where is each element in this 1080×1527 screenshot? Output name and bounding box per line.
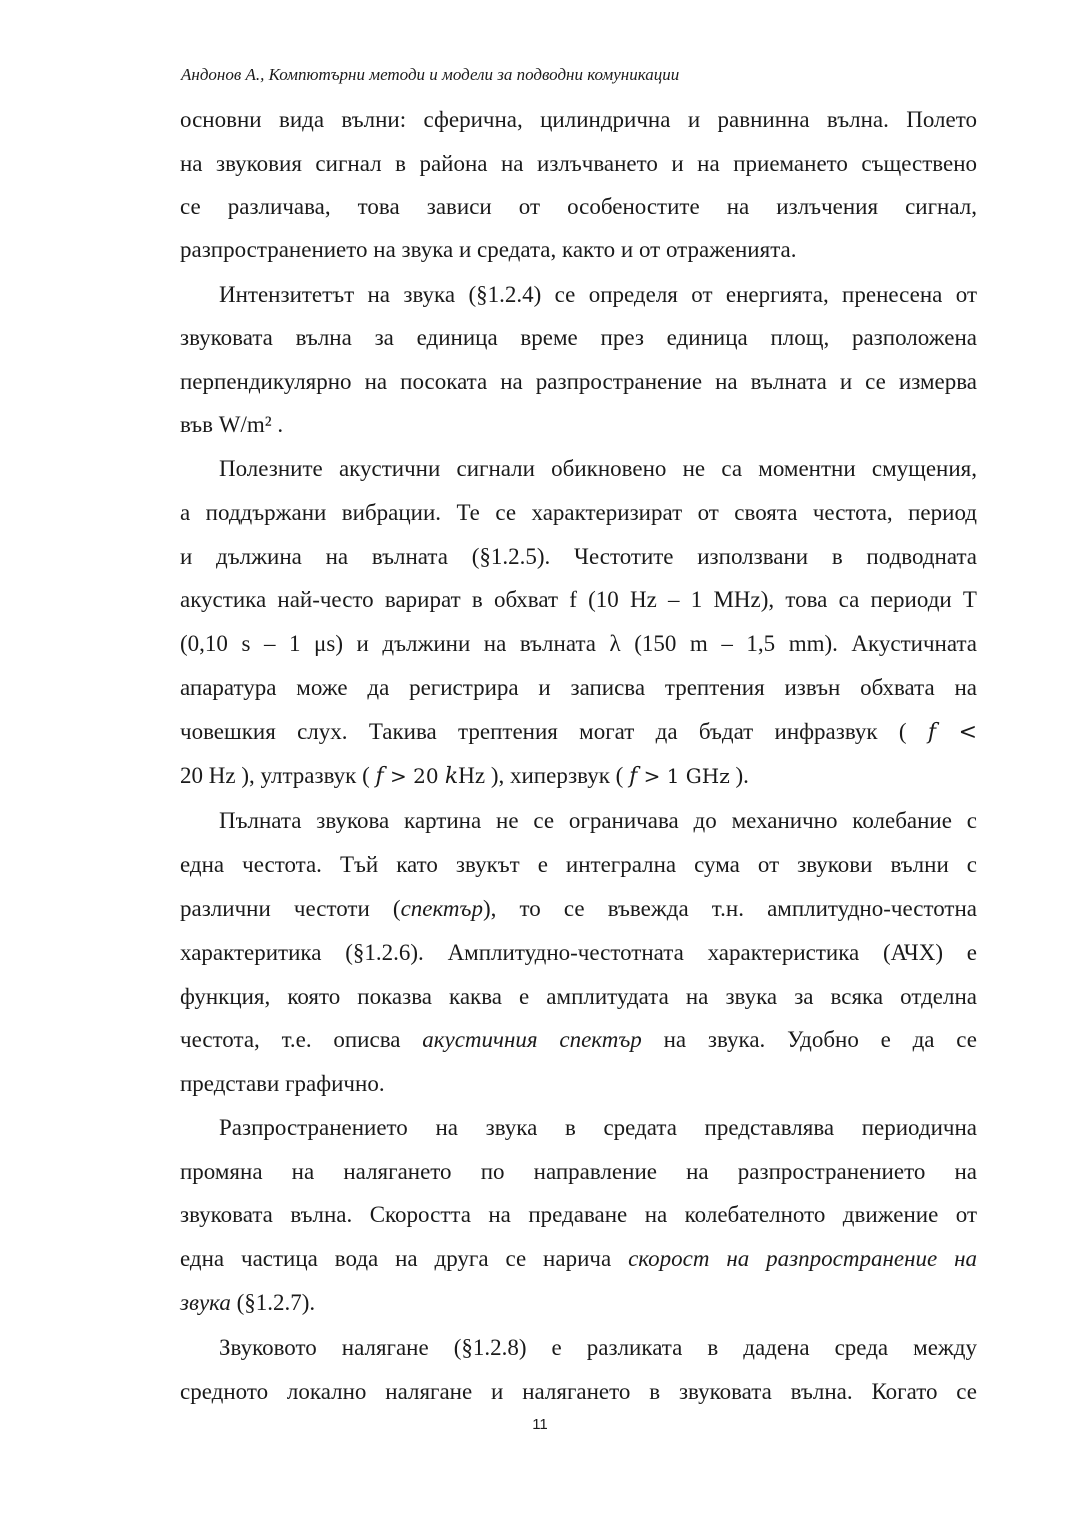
math-operator: > 1 GHz [637, 764, 730, 788]
text-line: във W/m² . [180, 412, 284, 437]
text-line [180, 1243, 977, 1275]
text-run: човешкия слух. Такива трептения могат да бъдат инфразвук ( [180, 719, 907, 744]
text-run: една частица вода на друга се нарича [180, 1246, 629, 1271]
text-run: честота, т.е. описва [180, 1027, 423, 1052]
italic-term: спектър [400, 896, 483, 921]
text-line: представи графично. [180, 1071, 385, 1096]
text-line: звуковата вълна. Скоростта на предаване на колебателното движение от [180, 1202, 977, 1227]
italic-term: звука [180, 1290, 231, 1315]
text-line [180, 893, 977, 925]
text-line: основни вида вълни: сферична, цилиндрична и равнинна вълна. Полето [180, 107, 977, 132]
text-line: и дължина на вълната (§1.2.5). Честотите използвани в подводната [180, 544, 977, 569]
text-line: на звуковия сигнал в района на излъчването и на приемането съществено [180, 151, 977, 176]
math-variable: k [444, 764, 459, 789]
text-line [180, 716, 977, 749]
text-line: разпространението на звука и средата, както и от отраженията. [180, 237, 797, 262]
text-line: а поддържани вибрации. Те се характеризират от своята честота, период [180, 500, 977, 525]
text-line [180, 1024, 977, 1056]
text-run: на звука. Удобно е да се [641, 1027, 977, 1052]
text-line: (0,10 s – 1 μs) и дължини на вълната λ (150 m – 1,5 mm). Акустичната [180, 631, 977, 656]
italic-term: скорост на разпространение на [628, 1246, 978, 1271]
text-line: звуковата вълна за единица време през единица площ, разположена [180, 325, 977, 350]
text-line: Звуковото налягане (§1.2.8) е разликата в дадена среда между [219, 1335, 977, 1360]
text-line: функция, която показва каква е амплитудата на звука за всяка отделна [180, 984, 977, 1009]
text-line: Разпространението на звука в средата представлява периодична [219, 1115, 977, 1140]
text-line: промяна на налягането по направление на разпространението на [180, 1159, 977, 1184]
text-run: 20 Hz ), ултразвук ( [180, 763, 376, 788]
text-run: ), то се въвежда т.н. амплитудно-честотна [482, 896, 977, 921]
text-line: средното локално налягане и налягането в звуковата вълна. Когато се [180, 1379, 977, 1404]
italic-term: акустичния спектър [422, 1027, 642, 1052]
math-operator: > 20 [383, 764, 445, 788]
math-variable: f [375, 764, 384, 789]
text-line: се различава, това зависи от особеностите на излъчения сигнал, [180, 194, 977, 219]
text-line: апаратура може да регистрира и записва трептения извън обхвата на [180, 675, 977, 700]
text-run: Hz ), хиперзвук ( [458, 763, 630, 788]
text-run: ). [729, 763, 749, 788]
text-line: една честота. Тъй като звукът е интегрална сума от звукови вълни с [180, 852, 977, 877]
math-variable: f [629, 764, 638, 789]
page-number: 11 [532, 1416, 548, 1433]
text-line: характеритика (§1.2.6). Амплитудно-честотната характеристика (АЧХ) е [180, 940, 977, 965]
text-run: различни честоти ( [180, 896, 401, 921]
text-line: Полезните акустични сигнали обикновено не са моментни смущения, [219, 456, 977, 481]
math-inequality: f < [927, 720, 977, 745]
text-line: перпендикулярно на посоката на разпространение на вълната и се измерва [180, 369, 977, 394]
text-line [180, 1287, 977, 1319]
text-line [180, 760, 977, 793]
running-header: Андонов А., Компютърни методи и модели за подводни комуникации [181, 65, 680, 84]
text-line: Пълната звукова картина не се ограничава до механично колебание с [219, 808, 977, 833]
text-run: (§1.2.7). [230, 1290, 316, 1315]
text-line: Интензитетът на звука (§1.2.4) се определя от енергията, пренесена от [219, 282, 977, 307]
text-line: акустика най-често варират в обхват f (10 Hz – 1 MHz), това са периоди T [180, 587, 977, 612]
